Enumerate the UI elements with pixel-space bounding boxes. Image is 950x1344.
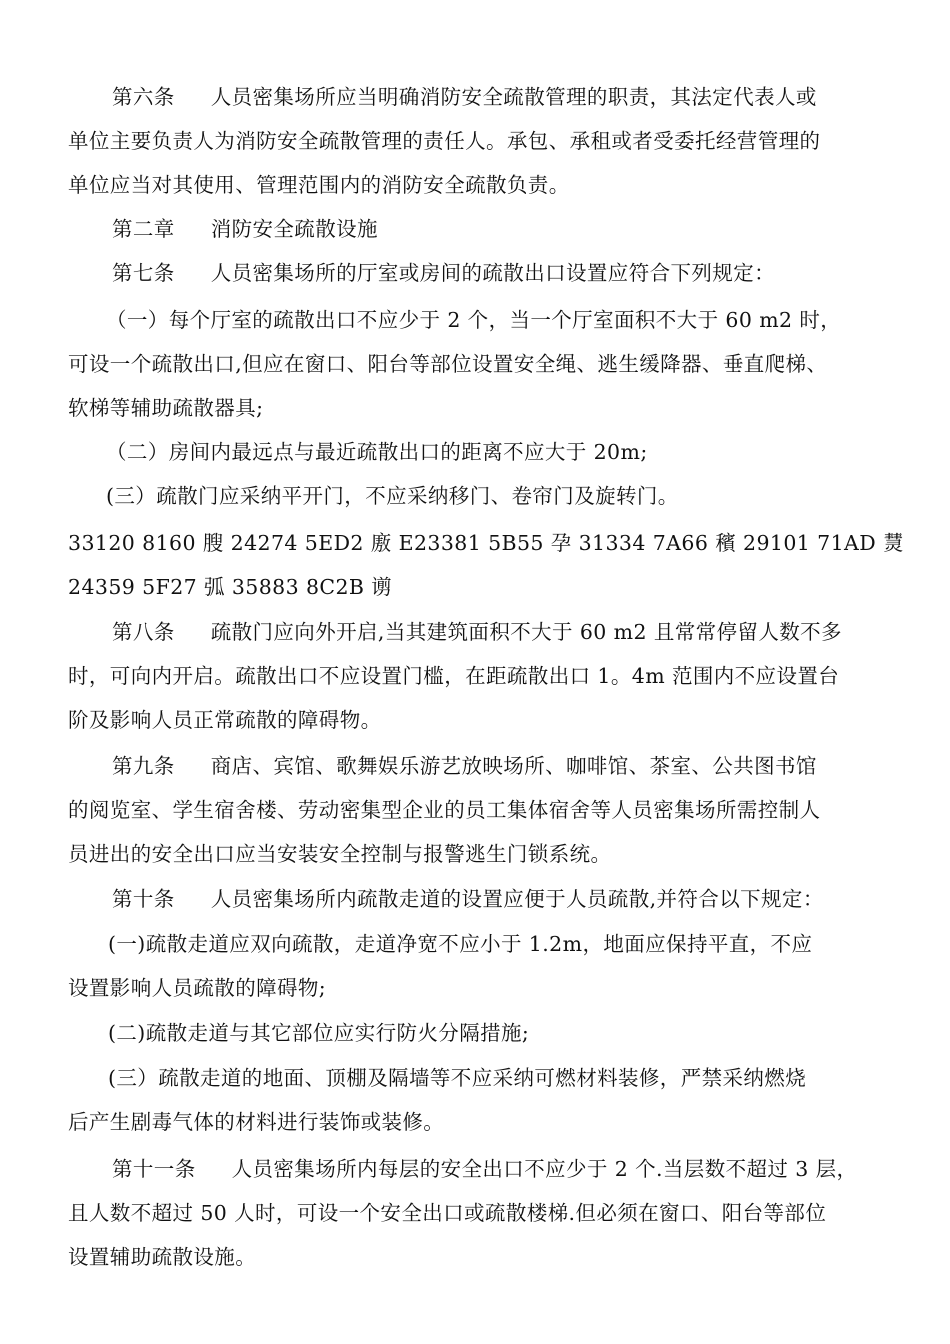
article-7-item-3: (三）疏散门应采纳平开门，不应采纳移门、卷帘门及旋转门。: [106, 484, 679, 508]
article-11-line-1: [112, 1154, 932, 1184]
article-8-line-3: 阶及影响人员正常疏散的障碍物。: [68, 708, 382, 732]
article-7-item-1-line-3: 软梯等辅助疏散器具;: [68, 396, 264, 420]
article-11-text: 人员密集场所内每层的安全出口不应少于 2 个.当层数不超过 3 层，: [231, 1157, 858, 1181]
article-6-text: 人员密集场所应当明确消防安全疏散管理的职责，其法定代表人或: [210, 85, 817, 109]
article-9-number: 第九条: [112, 754, 175, 778]
article-11-number: 第十一条: [112, 1157, 196, 1181]
article-10-text: 人员密集场所内疏散走道的设置应便于人员疏散,并符合以下规定：: [210, 887, 824, 911]
article-10-line-1: [112, 884, 932, 914]
article-10-item-1-line-2: 设置影响人员疏散的障碍物;: [68, 976, 327, 1000]
article-7-number: 第七条: [112, 261, 175, 285]
chapter-2-title: 消防安全疏散设施: [210, 217, 378, 241]
article-10-item-1-line-1: (一)疏散走道应双向疏散，走道净宽不应小于 1.2m，地面应保持平直，不应: [108, 932, 813, 956]
article-9-line-1: [112, 751, 932, 781]
article-8-text: 疏散门应向外开启,当其建筑面积不大于 60 m2 且常常停留人数不多: [210, 620, 842, 644]
article-6-number: 第六条: [112, 85, 175, 109]
article-8-line-1: [112, 617, 932, 647]
code-line-2: 24359 5F27 弧 35883 8C2B 谫: [68, 575, 393, 599]
article-9-text: 商店、宾馆、歌舞娱乐游艺放映场所、咖啡馆、茶室、公共图书馆: [210, 754, 817, 778]
article-6-line-2: 单位主要负责人为消防安全疏散管理的责任人。承包、承租或者受委托经营管理的: [68, 129, 821, 153]
article-7-text: 人员密集场所的厅室或房间的疏散出口设置应符合下列规定：: [210, 261, 776, 285]
article-10-item-3-line-1: (三）疏散走道的地面、顶棚及隔墙等不应采纳可燃材料装修，严禁采纳燃烧: [108, 1066, 807, 1090]
article-10-item-2: (二)疏散走道与其它部位应实行防火分隔措施;: [108, 1021, 530, 1045]
chapter-2-heading: [112, 214, 932, 244]
article-9-line-2: 的阅览室、学生宿舍楼、劳动密集型企业的员工集体宿舍等人员密集场所需控制人: [68, 798, 821, 822]
article-7-line-1: [112, 258, 932, 288]
article-8-number: 第八条: [112, 620, 175, 644]
article-8-line-2: 时，可向内开启。疏散出口不应设置门槛，在距疏散出口 1。4m 范围内不应设置台: [68, 664, 840, 688]
article-7-item-1-line-1: （一）每个厅室的疏散出口不应少于 2 个，当一个厅室面积不大于 60 m2 时，: [106, 308, 842, 332]
article-6-line-3: 单位应当对其使用、管理范围内的消防安全疏散负责。: [68, 173, 570, 197]
article-7-item-1-line-2: 可设一个疏散出口,但应在窗口、阳台等部位设置安全绳、逃生缓降器、垂直爬梯、: [68, 352, 828, 376]
article-6-line-1: [112, 82, 932, 112]
article-9-line-3: 员进出的安全出口应当安装安全控制与报警逃生门锁系统。: [68, 842, 612, 866]
chapter-2-number: 第二章: [112, 217, 175, 241]
article-10-number: 第十条: [112, 887, 175, 911]
article-11-line-3: 设置辅助疏散设施。: [68, 1245, 257, 1269]
code-line-1: 33120 8160 膄 24274 5ED2 廒 E23381 5B55 孕 31334 7A66 穦 29101 71AD 熭: [68, 531, 904, 555]
article-10-item-3-line-2: 后产生剧毒气体的材料进行装饰或装修。: [68, 1110, 445, 1134]
article-11-line-2: 且人数不超过 50 人时，可设一个安全出口或疏散楼梯.但必须在窗口、阳台等部位: [68, 1201, 827, 1225]
article-7-item-2: （二）房间内最远点与最近疏散出口的距离不应大于 20m;: [106, 440, 648, 464]
